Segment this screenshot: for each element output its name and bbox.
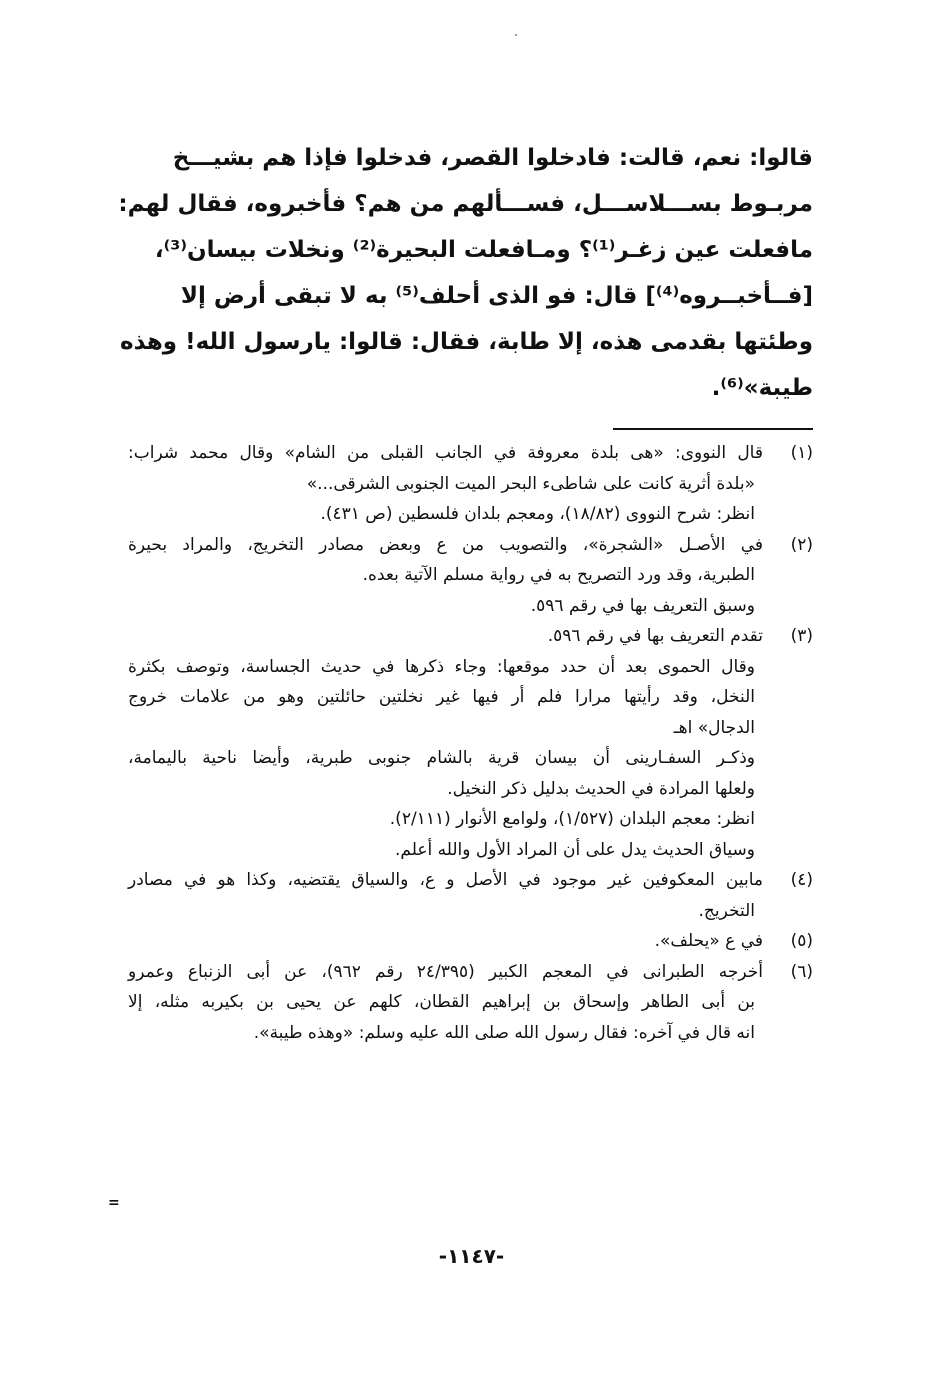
footnote-line: وذكـر السفـارينى أن بيسان قرية بالشام جنوبى طبرية، وأيضا ناحية باليمامة، [128,748,755,768]
footnote-separator [613,428,813,430]
footnote-line: وقال الحموى بعد أن حدد موقعها: وجاء ذكرها في حديث الجساسة، وتوصف بكثرة [128,656,755,677]
page-number: -١١٤٧- [438,1244,505,1268]
footnote-text: مابين المعكوفين غير موجود في الأصل و ع، والسياق يقتضيه، وكذا هو في مصادر [128,870,763,890]
footnote-number: (٣) [790,626,813,646]
main-text-line: مافعلت عين زغـر⁽¹⁾؟ ومـافعلت البحيرة⁽²⁾ ونخلات بيسان⁽³⁾، [154,237,813,263]
footnote-text: تقدم التعريف بها في رقم ٥٩٦. [547,626,763,646]
main-text-line: وطئتها بقدمى هذه، إلا طابة، فقال: قالوا: يارسول الله! وهذه [120,329,813,355]
footnote-text: أخرجه الطبرانى في المعجم الكبير (٢٤/٣٩٥ رقم ٩٦٢)، عن أبى الزنباع وعمرو [128,961,763,982]
footnote-line: بن أبى الطاهر وإسحاق بن إبراهيم القطان، كلهم عن يحيى بن بكيربه مثله، إلا [128,992,755,1012]
footnote-line: وسياق الحديث يدل على أن المراد الأول والله أعلم. [394,839,755,860]
footnote-line: وسبق التعريف بها في رقم ٥٩٦. [530,595,755,616]
footnote-line: ولعلها المرادة في الحديث بدليل ذكر النخيل. [447,778,755,799]
footnote-line [128,530,813,561]
footnote-line [128,438,813,469]
footnote-line: انظر: شرح النووى (١٨/٨٢)، ومعجم بلدان فلسطين (ص ٤٣١). [320,504,755,524]
footnote-number: (٥) [790,931,813,951]
footnote-line: «بلدة أثرية كانت على شاطىء البحر الميت الجنوبى الشرقى...» [306,473,755,494]
footnote-line [128,621,813,652]
footnote-text: في الأصـل «الشجرة»، والتصويب من ع وبعض مصادر التخريج، والمراد بحيرة [128,534,763,555]
scan-speck [515,34,517,36]
main-text-line: مربـوط بســـلاســـل، فســـألهم من هم؟ فأخبروه، فقال لهم: [118,191,813,217]
footnote-line: النخل، وقد رأيتها مرارا فلم أر فيها غير نخلتين حائلتين وهو من علامات خروج [128,687,755,707]
footnote-line: الدجال» اهـ [673,717,755,738]
main-text [118,135,813,411]
footnote-line: الطبرية، وقد ورد التصريح به في رواية مسلم الآتية بعده. [362,565,755,585]
footnote-line [128,865,813,896]
footnote-number: (١) [790,443,813,463]
footnote-text: قال النووى: «هى بلدة معروفة في الجانب القبلى من الشام» وقال محمد شراب: [128,443,763,463]
footnote-line [128,926,813,957]
footnotes [128,438,813,1048]
footnote-number: (٤) [790,870,813,890]
footnote-line: التخريج. [698,900,755,921]
footnote-line: انه قال في آخره: فقال رسول الله صلى الله عليه وسلم: «وهذه طيبة». [253,1022,755,1043]
footnote-line: انظر: معجم البلدان (١/٥٢٧)، ولوامع الأنوار (٢/١١١). [389,809,755,829]
main-text-line: [فــأخبــروه⁽⁴⁾] قال: فو الذى أحلف⁽⁵⁾ به لا تبقى أرض إلا [180,283,813,309]
footnote-number: (٦) [790,961,813,982]
main-text-line: قالوا: نعم، قالت: فادخلوا القصر، فدخلوا فإذا هم بشيـــخ [172,145,813,171]
footnote-line [128,957,813,988]
footnote-number: (٢) [790,534,813,555]
footnote-text: في ع «يحلف». [654,931,763,951]
margin-mark: = [108,1195,120,1211]
main-text-line: طيبة»⁽⁶⁾. [711,375,813,401]
